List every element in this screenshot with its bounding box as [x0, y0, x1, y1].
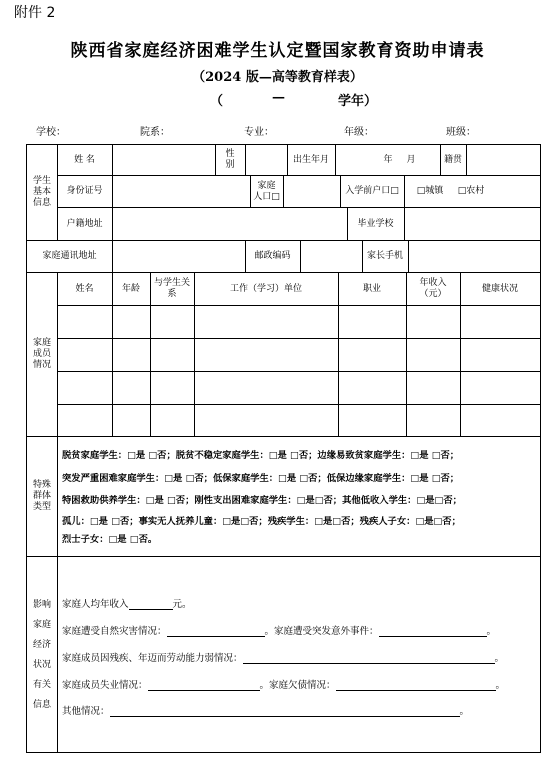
- basic-section-label: 学生 基本 信息: [32, 176, 51, 208]
- native-place-label: 籍贯: [443, 154, 462, 165]
- major-label: 专业：: [244, 127, 274, 138]
- department-label: 院系：: [140, 127, 170, 138]
- native-place-field[interactable]: [467, 145, 540, 175]
- unemployment-field[interactable]: [148, 679, 260, 691]
- sickness-field[interactable]: [243, 652, 495, 664]
- grade-label: 年级：: [344, 127, 374, 138]
- special-section-label: 特殊 群体 类型: [32, 480, 51, 512]
- form-subtitle: （2024 版—高等教育样表）: [192, 70, 363, 85]
- family-address-field[interactable]: [113, 241, 245, 272]
- form-title: 陕西省家庭经济困难学生认定暨国家教育资助申请表: [70, 41, 485, 61]
- sudden-event-field[interactable]: [379, 625, 487, 637]
- family-header-relation: 与学生关系: [153, 278, 190, 299]
- graduate-school-label: 毕业学校: [357, 218, 394, 229]
- year-label: 年: [383, 154, 393, 165]
- sickness-row: 家庭成员因残疾、年迈而劳动能力弱情况： 。: [62, 653, 505, 664]
- per-capita-income-row: 家庭人均年收入 元。: [62, 599, 192, 610]
- special-line-3[interactable]: 特困救助供养学生：□是 □否；刚性支出困难家庭学生：□是□否；其他低收入学生：□是□否；: [62, 495, 462, 506]
- family-section-label: 家庭 成员 情况: [32, 338, 51, 370]
- id-number-label: 身份证号: [66, 186, 103, 196]
- birth-label: 出生年月: [292, 154, 329, 165]
- special-line-4[interactable]: 孤儿：□是 □否；事实无人抚养儿童：□是□否；残疾学生：□是□否；残疾人子女：□是□否；: [62, 516, 461, 527]
- impact-section-label: 影响 家庭 经济 状况 有关 信息: [32, 599, 51, 710]
- disaster-row: 家庭遭受自然灾害情况： 。家庭遭受突发意外事件： 。: [62, 626, 497, 637]
- year-open: （: [210, 94, 224, 109]
- family-header-income: 年收入（元）: [419, 278, 447, 299]
- postal-code-label: 邮政编码: [254, 251, 291, 261]
- graduate-school-field[interactable]: [405, 208, 540, 240]
- parent-phone-field[interactable]: [409, 241, 540, 272]
- family-header-age: 年龄: [121, 283, 140, 294]
- rural-checkbox[interactable]: □农村: [457, 186, 485, 196]
- name-label: 姓 名: [74, 154, 95, 165]
- other-field[interactable]: [110, 705, 460, 717]
- name-field[interactable]: [113, 145, 215, 175]
- debt-field[interactable]: [336, 679, 496, 691]
- parent-phone-label: 家长手机: [366, 251, 403, 261]
- household-address-field[interactable]: [113, 208, 347, 240]
- attachment-label: 附件 2: [14, 5, 56, 21]
- disaster-field[interactable]: [167, 625, 265, 637]
- family-header-work: 工作（学习）单位: [229, 283, 302, 294]
- special-line-5[interactable]: 烈士子女：□是 □否。: [62, 534, 158, 545]
- household-address-label: 户籍地址: [66, 218, 103, 229]
- family-header-occupation: 职业: [362, 283, 381, 294]
- unemployment-row: 家庭成员失业情况： 。家庭欠债情况： 。: [62, 680, 506, 691]
- postal-code-field[interactable]: [301, 241, 362, 272]
- other-row: 其他情况： 。: [62, 706, 470, 717]
- family-address-label: 家庭通讯地址: [42, 251, 97, 261]
- special-line-1[interactable]: 脱贫家庭学生：□是 □否；脱贫不稳定家庭学生：□是 □否；边缘易致贫家庭学生：□是 □否；: [62, 450, 460, 461]
- id-number-field[interactable]: [113, 176, 250, 207]
- family-size-label: 家庭 人口□: [253, 180, 280, 202]
- year-close: 学年）: [338, 94, 378, 109]
- class-label: 班级：: [446, 127, 476, 138]
- gender-label: 性 别: [225, 149, 235, 170]
- special-line-2[interactable]: 突发严重困难家庭学生：□是 □否；低保家庭学生：□是 □否；低保边缘家庭学生：□是 □否；: [62, 473, 460, 484]
- per-capita-income-field[interactable]: [129, 598, 173, 610]
- year-dash: —: [272, 90, 285, 105]
- pre-household-label: 入学前户口 □: [345, 186, 399, 196]
- urban-checkbox[interactable]: □城镇: [416, 186, 444, 196]
- gender-field[interactable]: [246, 145, 287, 175]
- family-header-health: 健康状况: [481, 283, 518, 294]
- month-label: 月: [406, 154, 416, 165]
- family-header-name: 姓名: [75, 283, 94, 294]
- pre-household-checkbox[interactable]: □: [390, 186, 399, 196]
- school-label: 学校：: [36, 127, 66, 138]
